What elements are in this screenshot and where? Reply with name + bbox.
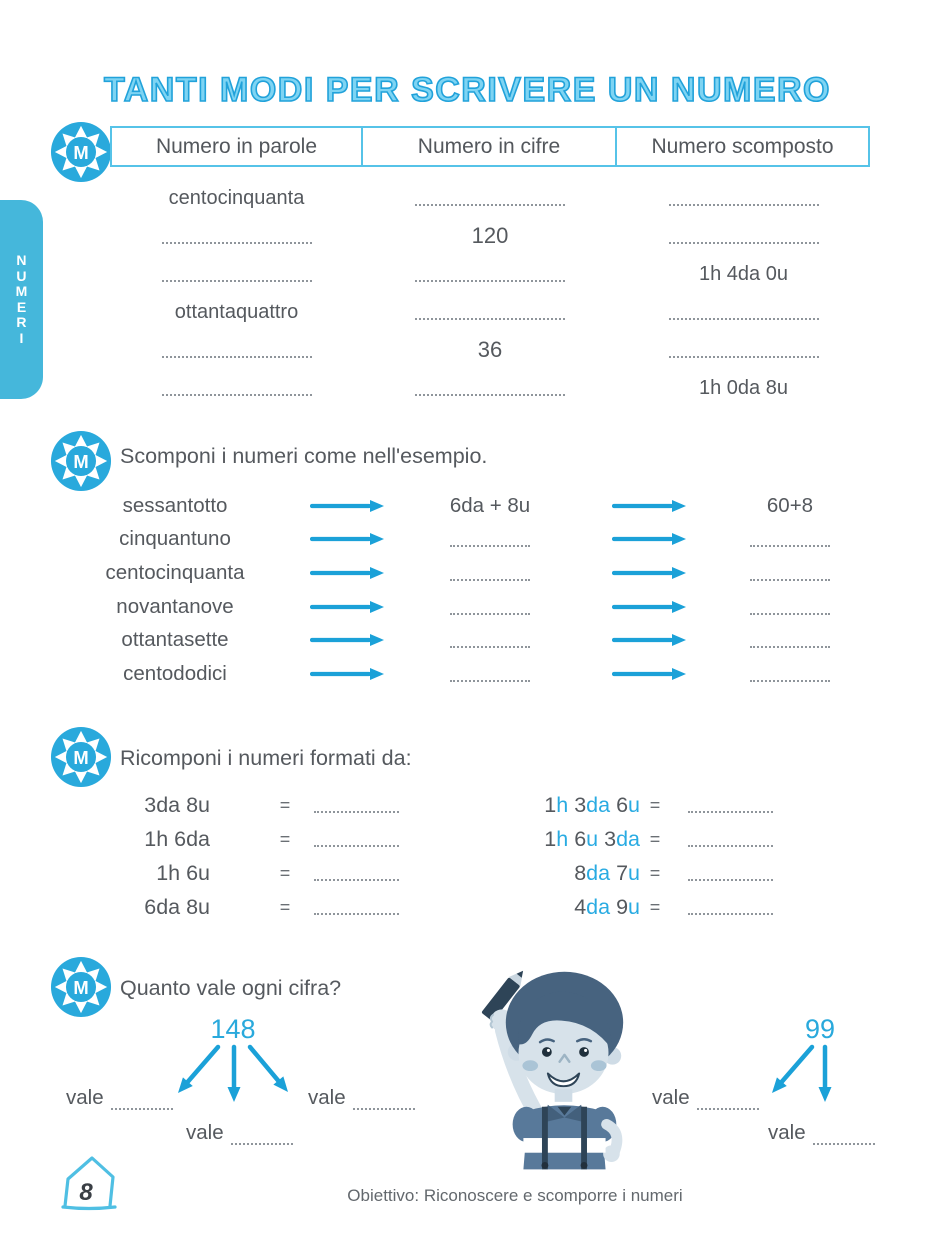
target-number-148: 148 bbox=[210, 1014, 256, 1044]
cell-numero-scomposto: 1h 4da 0u bbox=[699, 262, 788, 285]
vale-label: vale bbox=[768, 1121, 806, 1144]
equation-label bbox=[115, 895, 210, 920]
exercise4-title: Quanto vale ogni cifra? bbox=[120, 976, 342, 1000]
answer-line bbox=[669, 304, 819, 320]
answer-line bbox=[688, 899, 773, 915]
answer-line bbox=[314, 865, 399, 881]
cell-numero-in-parole bbox=[110, 331, 363, 369]
cell-numero-in-parole bbox=[110, 217, 363, 255]
cell-numero-in-parole: centocinquanta bbox=[168, 186, 305, 209]
mascot-sun-badge-icon bbox=[50, 726, 112, 788]
number-word: cinquantuno bbox=[119, 527, 231, 551]
number-word: novantanove bbox=[116, 594, 234, 618]
exercise1-table bbox=[110, 126, 870, 407]
equals-sign: = bbox=[649, 862, 661, 883]
arrow-right-icon bbox=[310, 657, 385, 691]
exercise2-rows bbox=[60, 489, 900, 691]
answer-line bbox=[415, 304, 565, 320]
equals-sign: = bbox=[279, 862, 291, 883]
equals-sign: = bbox=[649, 828, 661, 849]
sidebar-tab-letter: U bbox=[16, 267, 27, 284]
cell-numero-scomposto bbox=[617, 331, 870, 369]
digit-text: 6da 8u bbox=[144, 894, 210, 919]
place-value-letter: u bbox=[586, 826, 599, 851]
equation-label bbox=[115, 793, 210, 818]
table-header-row bbox=[110, 126, 870, 167]
equals-sign: = bbox=[279, 794, 291, 815]
table-row bbox=[110, 217, 870, 255]
cell-numero-scomposto bbox=[617, 293, 870, 331]
cell-numero-in-parole: ottantaquattro bbox=[174, 300, 299, 323]
equals-sign: = bbox=[279, 828, 291, 849]
equals-sign: = bbox=[649, 896, 661, 917]
equation-label bbox=[115, 827, 210, 852]
target-number-99: 99 bbox=[804, 1014, 836, 1044]
answer-line bbox=[697, 1102, 759, 1110]
badge-letter: M bbox=[73, 976, 89, 998]
column-header-scomposto: Numero scomposto bbox=[617, 126, 870, 167]
digit-text: 6 bbox=[568, 826, 587, 851]
sidebar-tab-numeri bbox=[0, 200, 43, 399]
exercise1-body bbox=[110, 179, 870, 407]
digit-text: 1 bbox=[544, 792, 557, 817]
answer-line bbox=[415, 380, 565, 396]
answer-line bbox=[231, 1137, 293, 1145]
digit-text: 4 bbox=[574, 894, 587, 919]
cell-numero-scomposto bbox=[617, 179, 870, 217]
answer-line bbox=[450, 565, 530, 581]
answer-line bbox=[353, 1102, 415, 1110]
decomposition-value: 6da + 8u bbox=[449, 493, 531, 517]
equals-sign: = bbox=[649, 794, 661, 815]
equals-sign: = bbox=[279, 896, 291, 917]
vale-label: vale bbox=[66, 1086, 104, 1109]
digit-arrows-icon bbox=[168, 1044, 298, 1115]
number-word: sessantotto bbox=[122, 493, 228, 517]
arrow-right-icon bbox=[612, 556, 687, 590]
recompose-row bbox=[522, 788, 773, 822]
cell-numero-scomposto bbox=[617, 217, 870, 255]
recompose-row bbox=[115, 890, 399, 924]
sum-value bbox=[710, 556, 870, 590]
cell-numero-in-parole bbox=[110, 369, 363, 407]
equation-label bbox=[522, 827, 640, 852]
exercise2-title: Scomponi i numeri come nell'esempio. bbox=[120, 444, 488, 468]
sum-value bbox=[710, 623, 870, 657]
decompose-row bbox=[60, 489, 900, 523]
answer-line bbox=[162, 380, 312, 396]
sum-value bbox=[710, 590, 870, 624]
cell-numero-in-cifre: 36 bbox=[477, 337, 503, 362]
arrow-right-icon bbox=[612, 590, 687, 624]
place-value-letter: da bbox=[616, 826, 640, 851]
decompose-row bbox=[60, 556, 900, 590]
arrow-right-icon bbox=[612, 623, 687, 657]
answer-line bbox=[688, 865, 773, 881]
place-value-letter: u bbox=[628, 792, 640, 817]
sidebar-tab-letter: I bbox=[19, 329, 24, 346]
decompose-row bbox=[60, 523, 900, 557]
exercise3-title: Ricomponi i numeri formati da: bbox=[120, 746, 412, 770]
digit-text: 7 bbox=[610, 860, 629, 885]
exercise1-badge bbox=[50, 121, 112, 183]
decompose-row bbox=[60, 590, 900, 624]
sum-value bbox=[710, 523, 870, 557]
answer-line bbox=[450, 632, 530, 648]
answer-line bbox=[162, 342, 312, 358]
answer-line bbox=[750, 632, 830, 648]
sum-value: 60+8 bbox=[766, 493, 814, 517]
number-word: centocinquanta bbox=[105, 560, 245, 584]
recompose-row bbox=[522, 856, 773, 890]
vale-answer bbox=[308, 1086, 415, 1110]
arrow-right-icon bbox=[310, 556, 385, 590]
sidebar-tab-letter: N bbox=[16, 252, 27, 268]
place-value-letter: h bbox=[556, 792, 569, 817]
answer-line bbox=[813, 1137, 875, 1145]
answer-line bbox=[162, 266, 312, 282]
cell-numero-in-cifre bbox=[363, 293, 617, 331]
answer-line bbox=[688, 831, 773, 847]
sum-value bbox=[710, 657, 870, 691]
answer-line bbox=[669, 228, 819, 244]
exercise3-left-column bbox=[115, 788, 399, 924]
exercise3-right-column bbox=[522, 788, 773, 924]
digit-text: 1h 6u bbox=[156, 860, 210, 885]
page-number: 8 bbox=[79, 1179, 93, 1206]
decomposition-value bbox=[405, 590, 575, 624]
sidebar-tab-letter: E bbox=[16, 298, 27, 315]
place-value-letter: u bbox=[628, 894, 640, 919]
arrow-right-icon bbox=[612, 523, 687, 557]
arrow-right-icon bbox=[612, 657, 687, 691]
place-value-letter: u bbox=[628, 860, 640, 885]
decompose-row bbox=[60, 657, 900, 691]
sidebar-tab-letter: R bbox=[16, 314, 27, 330]
answer-line bbox=[314, 797, 399, 813]
digit-text: 3 bbox=[568, 792, 587, 817]
mascot-sun-badge-icon bbox=[50, 430, 112, 492]
badge-letter: M bbox=[73, 450, 89, 472]
sidebar-tab-label bbox=[16, 253, 28, 346]
number-word: ottantasette bbox=[121, 628, 229, 652]
page-number-house-icon bbox=[56, 1152, 124, 1217]
page-title: TANTI MODI PER SCRIVERE UN NUMERO bbox=[103, 70, 831, 109]
table-row bbox=[110, 293, 870, 331]
arrow-right-icon bbox=[310, 523, 385, 557]
decomposition-value bbox=[405, 523, 575, 557]
equation-label bbox=[522, 793, 640, 818]
vale-label: vale bbox=[652, 1086, 690, 1109]
vale-answer bbox=[186, 1121, 293, 1145]
recompose-row bbox=[115, 822, 399, 856]
recompose-row bbox=[522, 890, 773, 924]
answer-line bbox=[111, 1102, 173, 1110]
answer-line bbox=[314, 899, 399, 915]
answer-line bbox=[450, 599, 530, 615]
table-row bbox=[110, 179, 870, 217]
badge-letter: M bbox=[73, 746, 89, 768]
recompose-row bbox=[115, 856, 399, 890]
equation-label bbox=[115, 861, 210, 886]
sidebar-tab-letter: M bbox=[15, 283, 28, 299]
mascot-sun-badge-icon bbox=[50, 121, 112, 183]
answer-line bbox=[750, 599, 830, 615]
equation-label bbox=[522, 861, 640, 886]
equation-label bbox=[522, 895, 640, 920]
boy-illustration bbox=[446, 960, 681, 1190]
decompose-row bbox=[60, 623, 900, 657]
answer-line bbox=[450, 666, 530, 682]
cell-numero-in-cifre bbox=[363, 369, 617, 407]
arrow-right-icon bbox=[612, 489, 687, 523]
mascot-sun-badge-icon bbox=[50, 956, 112, 1018]
column-header-parole: Numero in parole bbox=[110, 126, 363, 167]
recompose-row bbox=[115, 788, 399, 822]
place-value-letter: da bbox=[586, 894, 611, 919]
answer-line bbox=[415, 266, 565, 282]
table-row bbox=[110, 369, 870, 407]
cell-numero-in-cifre bbox=[363, 179, 617, 217]
digit-text: 8 bbox=[574, 860, 587, 885]
cell-numero-in-cifre bbox=[363, 255, 617, 293]
digit-text: 9 bbox=[610, 894, 629, 919]
cell-numero-in-cifre: 120 bbox=[471, 223, 509, 248]
objective-text: Obiettivo: Riconoscere e scomporre i numeri bbox=[347, 1186, 683, 1205]
vale-answer bbox=[768, 1121, 875, 1145]
vale-answer bbox=[66, 1086, 173, 1110]
digit-text: 6 bbox=[610, 792, 629, 817]
decomposition-value bbox=[405, 556, 575, 590]
table-row bbox=[110, 255, 870, 293]
cell-numero-in-parole bbox=[110, 255, 363, 293]
decomposition-value bbox=[405, 623, 575, 657]
arrow-right-icon bbox=[310, 590, 385, 624]
answer-line bbox=[450, 531, 530, 547]
answer-line bbox=[415, 190, 565, 206]
number-word: centododici bbox=[123, 661, 227, 685]
exercise2-badge bbox=[50, 430, 112, 492]
digit-text: 1h 6da bbox=[144, 826, 210, 851]
badge-letter: M bbox=[73, 141, 89, 163]
answer-line bbox=[162, 228, 312, 244]
decomposition-value bbox=[405, 657, 575, 691]
answer-line bbox=[750, 666, 830, 682]
digit-arrows-icon bbox=[752, 1044, 842, 1115]
answer-line bbox=[750, 565, 830, 581]
place-value-letter: h bbox=[556, 826, 569, 851]
place-value-letter: da bbox=[586, 860, 611, 885]
answer-line bbox=[669, 190, 819, 206]
place-value-letter: da bbox=[586, 792, 611, 817]
arrow-right-icon bbox=[310, 489, 385, 523]
digit-text: 3 bbox=[598, 826, 617, 851]
recompose-row bbox=[522, 822, 773, 856]
answer-line bbox=[688, 797, 773, 813]
vale-label: vale bbox=[186, 1121, 224, 1144]
digit-text: 1 bbox=[544, 826, 557, 851]
vale-label: vale bbox=[308, 1086, 346, 1109]
answer-line bbox=[669, 342, 819, 358]
answer-line bbox=[314, 831, 399, 847]
digit-text: 3da 8u bbox=[144, 792, 210, 817]
exercise3-badge bbox=[50, 726, 112, 788]
cell-numero-scomposto: 1h 0da 8u bbox=[699, 376, 788, 399]
answer-line bbox=[750, 531, 830, 547]
exercise4-badge bbox=[50, 956, 112, 1018]
column-header-cifre: Numero in cifre bbox=[363, 126, 617, 167]
arrow-right-icon bbox=[310, 623, 385, 657]
table-row bbox=[110, 331, 870, 369]
